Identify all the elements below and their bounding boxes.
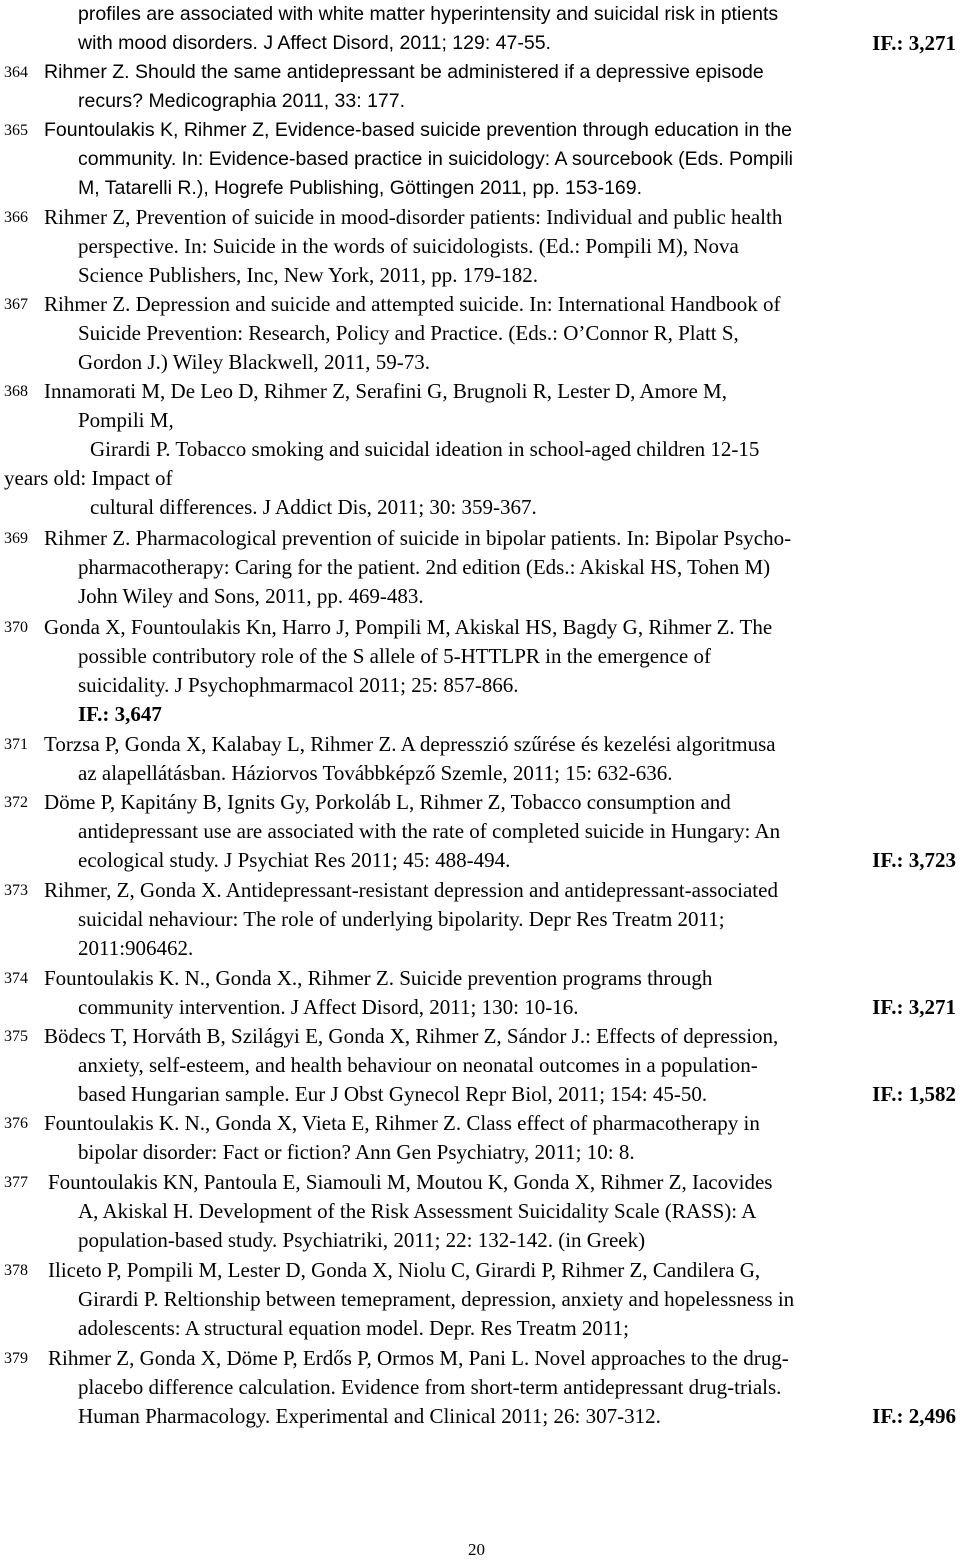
reference-line: based Hungarian sample. Eur J Obst Gynecol Repr Biol, 2011; 154: 45-50. bbox=[78, 1082, 708, 1106]
reference-line: Fountoulakis K. N., Gonda X., Rihmer Z. Suicide prevention programs through bbox=[44, 966, 713, 990]
reference-line: John Wiley and Sons, 2011, pp. 469-483. bbox=[78, 584, 424, 608]
reference-line: Girardi P. Tobacco smoking and suicidal ideation in school-aged children 12-15 bbox=[90, 437, 760, 461]
reference-number: 378 bbox=[4, 1262, 28, 1279]
reference-line: possible contributory role of the S allele of 5-HTTLPR in the emergence of bbox=[78, 644, 711, 668]
reference-number: 376 bbox=[4, 1115, 28, 1132]
reference-line: Science Publishers, Inc, New York, 2011, pp. 179-182. bbox=[78, 263, 539, 287]
reference-line: Bödecs T, Horváth B, Szilágyi E, Gonda X, Rihmer Z, Sándor J.: Effects of depression, bbox=[44, 1024, 779, 1048]
reference-line: adolescents: A structural equation model. Depr. Res Treatm 2011; bbox=[78, 1316, 629, 1340]
reference-line: Rihmer, Z, Gonda X. Antidepressant-resistant depression and antidepressant-associated bbox=[44, 878, 778, 902]
reference-line: perspective. In: Suicide in the words of suicidologists. (Ed.: Pompili M), Nova bbox=[78, 234, 739, 258]
page-number: 20 bbox=[468, 1540, 485, 1559]
reference-line: Rihmer Z. Should the same antidepressant be administered if a depressive episode bbox=[44, 61, 764, 83]
reference-line: 2011:906462. bbox=[78, 936, 194, 960]
impact-factor: IF.: 2,496 bbox=[872, 1404, 956, 1428]
reference-line: ecological study. J Psychiat Res 2011; 45: 488-494. bbox=[78, 848, 511, 872]
reference-line: az alapellátásban. Háziorvos Továbbképző Szemle, 2011; 15: 632-636. bbox=[78, 761, 673, 785]
reference-line: anxiety, self-esteem, and health behaviour on neonatal outcomes in a population- bbox=[78, 1053, 758, 1077]
reference-line: suicidal nehaviour: The role of underlying bipolarity. Depr Res Treatm 2011; bbox=[78, 907, 725, 931]
reference-line: Iliceto P, Pompili M, Lester D, Gonda X, Niolu C, Girardi P, Rihmer Z, Candilera G, bbox=[48, 1258, 761, 1282]
reference-line: with mood disorders. J Affect Disord, 2011; 129: 47-55. bbox=[78, 32, 551, 54]
reference-line: cultural differences. J Addict Dis, 2011; 30: 359-367. bbox=[90, 495, 537, 519]
reference-number: 367 bbox=[4, 296, 28, 313]
reference-number: 371 bbox=[4, 736, 28, 753]
reference-line: community. In: Evidence-based practice in suicidology: A sourcebook (Eds. Pompili bbox=[78, 148, 793, 170]
reference-number: 365 bbox=[4, 122, 28, 139]
reference-number: 377 bbox=[4, 1174, 28, 1191]
reference-number: 375 bbox=[4, 1028, 28, 1045]
reference-line: Torzsa P, Gonda X, Kalabay L, Rihmer Z. A depresszió szűrése és kezelési algoritmusa bbox=[44, 732, 776, 756]
reference-line: Rihmer Z. Pharmacological prevention of suicide in bipolar patients. In: Bipolar Psycho- bbox=[44, 526, 792, 550]
reference-line: Gordon J.) Wiley Blackwell, 2011, 59-73. bbox=[78, 350, 431, 374]
reference-line: Rihmer Z, Gonda X, Döme P, Erdős P, Ormos M, Pani L. Novel approaches to the drug- bbox=[48, 1346, 789, 1370]
reference-line: antidepressant use are associated with the rate of completed suicide in Hungary: An bbox=[78, 819, 781, 843]
reference-line: Döme P, Kapitány B, Ignits Gy, Porkoláb L, Rihmer Z, Tobacco consumption and bbox=[44, 790, 731, 814]
impact-factor: IF.: 3,647 bbox=[78, 702, 162, 726]
reference-line: Gonda X, Fountoulakis Kn, Harro J, Pompili M, Akiskal HS, Bagdy G, Rihmer Z. The bbox=[44, 615, 773, 639]
reference-line: suicidality. J Psychophmarmacol 2011; 25: 857-866. bbox=[78, 673, 519, 697]
impact-factor: IF.: 3,723 bbox=[872, 848, 956, 872]
reference-number: 370 bbox=[4, 619, 28, 636]
reference-line: Rihmer Z. Depression and suicide and attempted suicide. In: International Handbook of bbox=[44, 292, 781, 316]
reference-line: A, Akiskal H. Development of the Risk Assessment Suicidality Scale (RASS): A bbox=[78, 1199, 757, 1223]
reference-line: placebo difference calculation. Evidence from short-term antidepressant drug-trials. bbox=[78, 1375, 782, 1399]
reference-line: Fountoulakis K, Rihmer Z, Evidence-based suicide prevention through education in the bbox=[44, 119, 792, 141]
reference-line: profiles are associated with white matter hyperintensity and suicidal risk in ptients bbox=[78, 3, 779, 25]
reference-line: pharmacotherapy: Caring for the patient. 2nd edition (Eds.: Akiskal HS, Tohen M) bbox=[78, 555, 771, 579]
reference-line: Pompili M, bbox=[78, 408, 174, 432]
impact-factor: IF.: 3,271 bbox=[872, 995, 956, 1019]
impact-factor: IF.: 3,271 bbox=[872, 31, 956, 55]
reference-line: Fountoulakis K. N., Gonda X, Vieta E, Rihmer Z. Class effect of pharmacotherapy in bbox=[44, 1111, 760, 1135]
reference-line: Girardi P. Reltionship between temeprament, depression, anxiety and hopelessness in bbox=[78, 1287, 795, 1311]
reference-number: 366 bbox=[4, 209, 28, 226]
reference-number: 369 bbox=[4, 530, 28, 547]
reference-line: community intervention. J Affect Disord, 2011; 130: 10-16. bbox=[78, 995, 579, 1019]
reference-line: Rihmer Z, Prevention of suicide in mood-disorder patients: Individual and public health bbox=[44, 205, 783, 229]
reference-number: 373 bbox=[4, 882, 28, 899]
reference-line: Suicide Prevention: Research, Policy and Practice. (Eds.: O’Connor R, Platt S, bbox=[78, 321, 739, 345]
reference-line: recurs? Medicographia 2011, 33: 177. bbox=[78, 90, 406, 112]
reference-number: 364 bbox=[4, 64, 28, 81]
reference-number: 372 bbox=[4, 794, 28, 811]
reference-number: 374 bbox=[4, 970, 28, 987]
reference-line: years old: Impact of bbox=[4, 466, 173, 490]
reference-line: bipolar disorder: Fact or fiction? Ann Gen Psychiatry, 2011; 10: 8. bbox=[78, 1140, 635, 1164]
impact-factor: IF.: 1,582 bbox=[872, 1082, 956, 1106]
reference-line: Fountoulakis KN, Pantoula E, Siamouli M, Moutou K, Gonda X, Rihmer Z, Iacovides bbox=[48, 1170, 773, 1194]
reference-line: Innamorati M, De Leo D, Rihmer Z, Serafini G, Brugnoli R, Lester D, Amore M, bbox=[44, 379, 727, 403]
reference-line: M, Tatarelli R.), Hogrefe Publishing, Göttingen 2011, pp. 153-169. bbox=[78, 177, 643, 199]
reference-number: 368 bbox=[4, 383, 28, 400]
reference-line: Human Pharmacology. Experimental and Clinical 2011; 26: 307-312. bbox=[78, 1404, 661, 1428]
reference-number: 379 bbox=[4, 1350, 28, 1367]
reference-line: population-based study. Psychiatriki, 2011; 22: 132-142. (in Greek) bbox=[78, 1228, 646, 1252]
